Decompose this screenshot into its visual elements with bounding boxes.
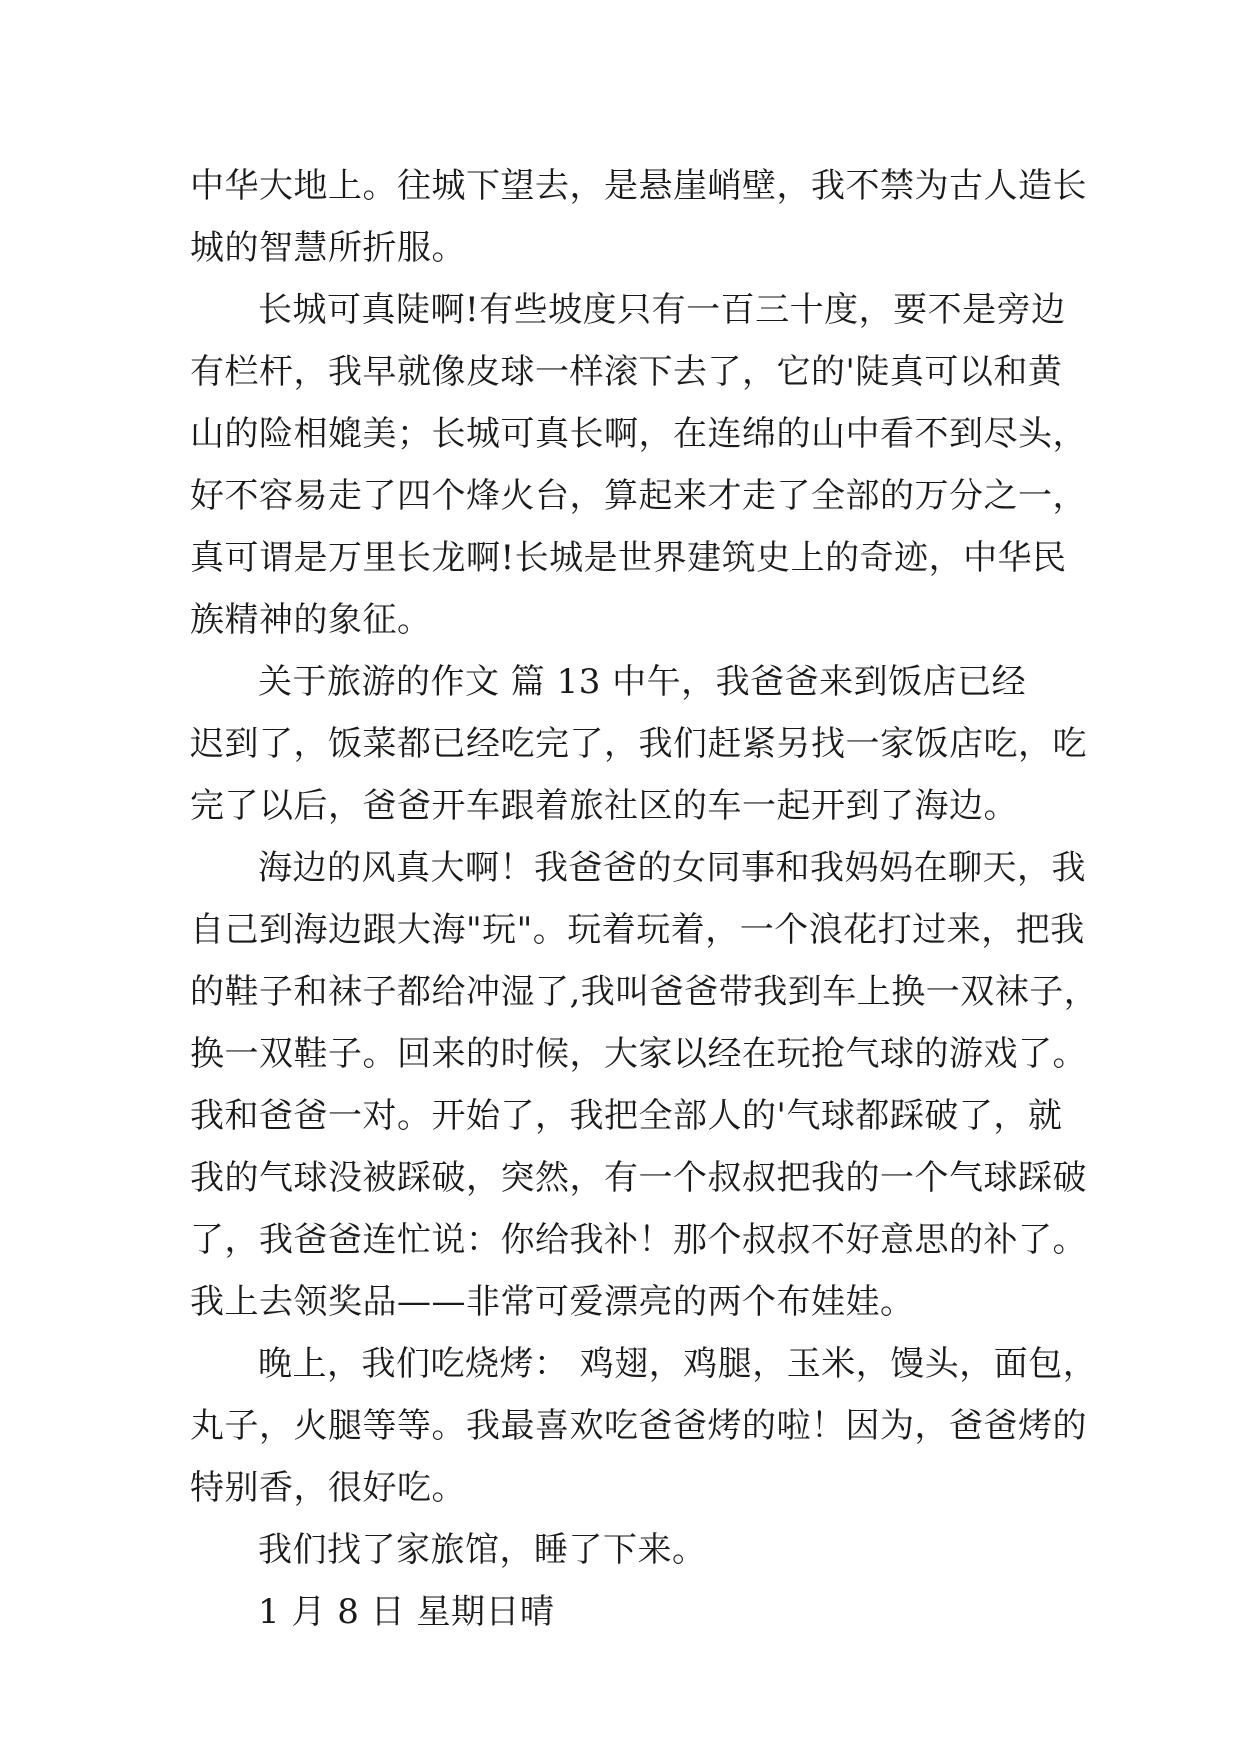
essay-body <box>190 155 1099 1643</box>
text-line: 换一双鞋子。回来的时候，大家以经在玩抢气球的游戏了。 <box>190 1034 1087 1074</box>
text-line: 城的智慧所折服。 <box>190 228 466 268</box>
text-line: 我和爸爸一对。开始了，我把全部人的'气球都踩破了，就 <box>190 1096 1063 1136</box>
text-line: 我们找了家旅馆，睡了下来。 <box>258 1530 707 1570</box>
text-line: 山的险相媲美；长城可真长啊，在连绵的山中看不到尽头， <box>190 414 1087 454</box>
text-line: 迟到了，饭菜都已经吃完了，我们赶紧另找一家饭店吃，吃 <box>190 724 1087 764</box>
text-line: 的鞋子和袜子都给冲湿了,我叫爸爸带我到车上换一双袜子， <box>190 972 1099 1012</box>
text-line: 真可谓是万里长龙啊!长城是世界建筑史上的奇迹，中华民 <box>190 538 1067 578</box>
text-line: 我的气球没被踩破，突然，有一个叔叔把我的一个气球踩破 <box>190 1158 1087 1198</box>
text-line: 完了以后，爸爸开车跟着旅社区的车一起开到了海边。 <box>190 786 1018 826</box>
text-line: 我上去领奖品——非常可爱漂亮的两个布娃娃。 <box>190 1282 915 1322</box>
text-line: 有栏杆，我早就像皮球一样滚下去了，它的'陡真可以和黄 <box>190 352 1063 392</box>
text-line: 1 月 8 日 星期日晴 <box>258 1592 555 1632</box>
text-line: 了，我爸爸连忙说：你给我补！那个叔叔不好意思的补了。 <box>190 1220 1087 1260</box>
text-line: 海边的风真大啊！我爸爸的女同事和我妈妈在聊天，我 <box>258 848 1086 888</box>
text-line: 好不容易走了四个烽火台，算起来才走了全部的万分之一， <box>190 476 1087 516</box>
text-line: 丸子，火腿等等。我最喜欢吃爸爸烤的啦！因为，爸爸烤的 <box>190 1406 1087 1446</box>
text-line: 关于旅游的作文 篇 13 中午，我爸爸来到饭店已经 <box>258 662 1027 702</box>
text-line: 长城可真陡啊!有些坡度只有一百三十度，要不是旁边 <box>258 290 1066 330</box>
text-line: 自己到海边跟大海"玩"。玩着玩着，一个浪花打过来，把我 <box>190 910 1085 950</box>
text-line: 特别香，很好吃。 <box>190 1468 466 1508</box>
text-line: 中华大地上。往城下望去，是悬崖峭壁，我不禁为古人造长 <box>190 166 1087 206</box>
text-line: 族精神的象征。 <box>190 600 432 640</box>
text-line: 晚上，我们吃烧烤： 鸡翅，鸡腿，玉米，馒头，面包， <box>258 1344 1098 1384</box>
